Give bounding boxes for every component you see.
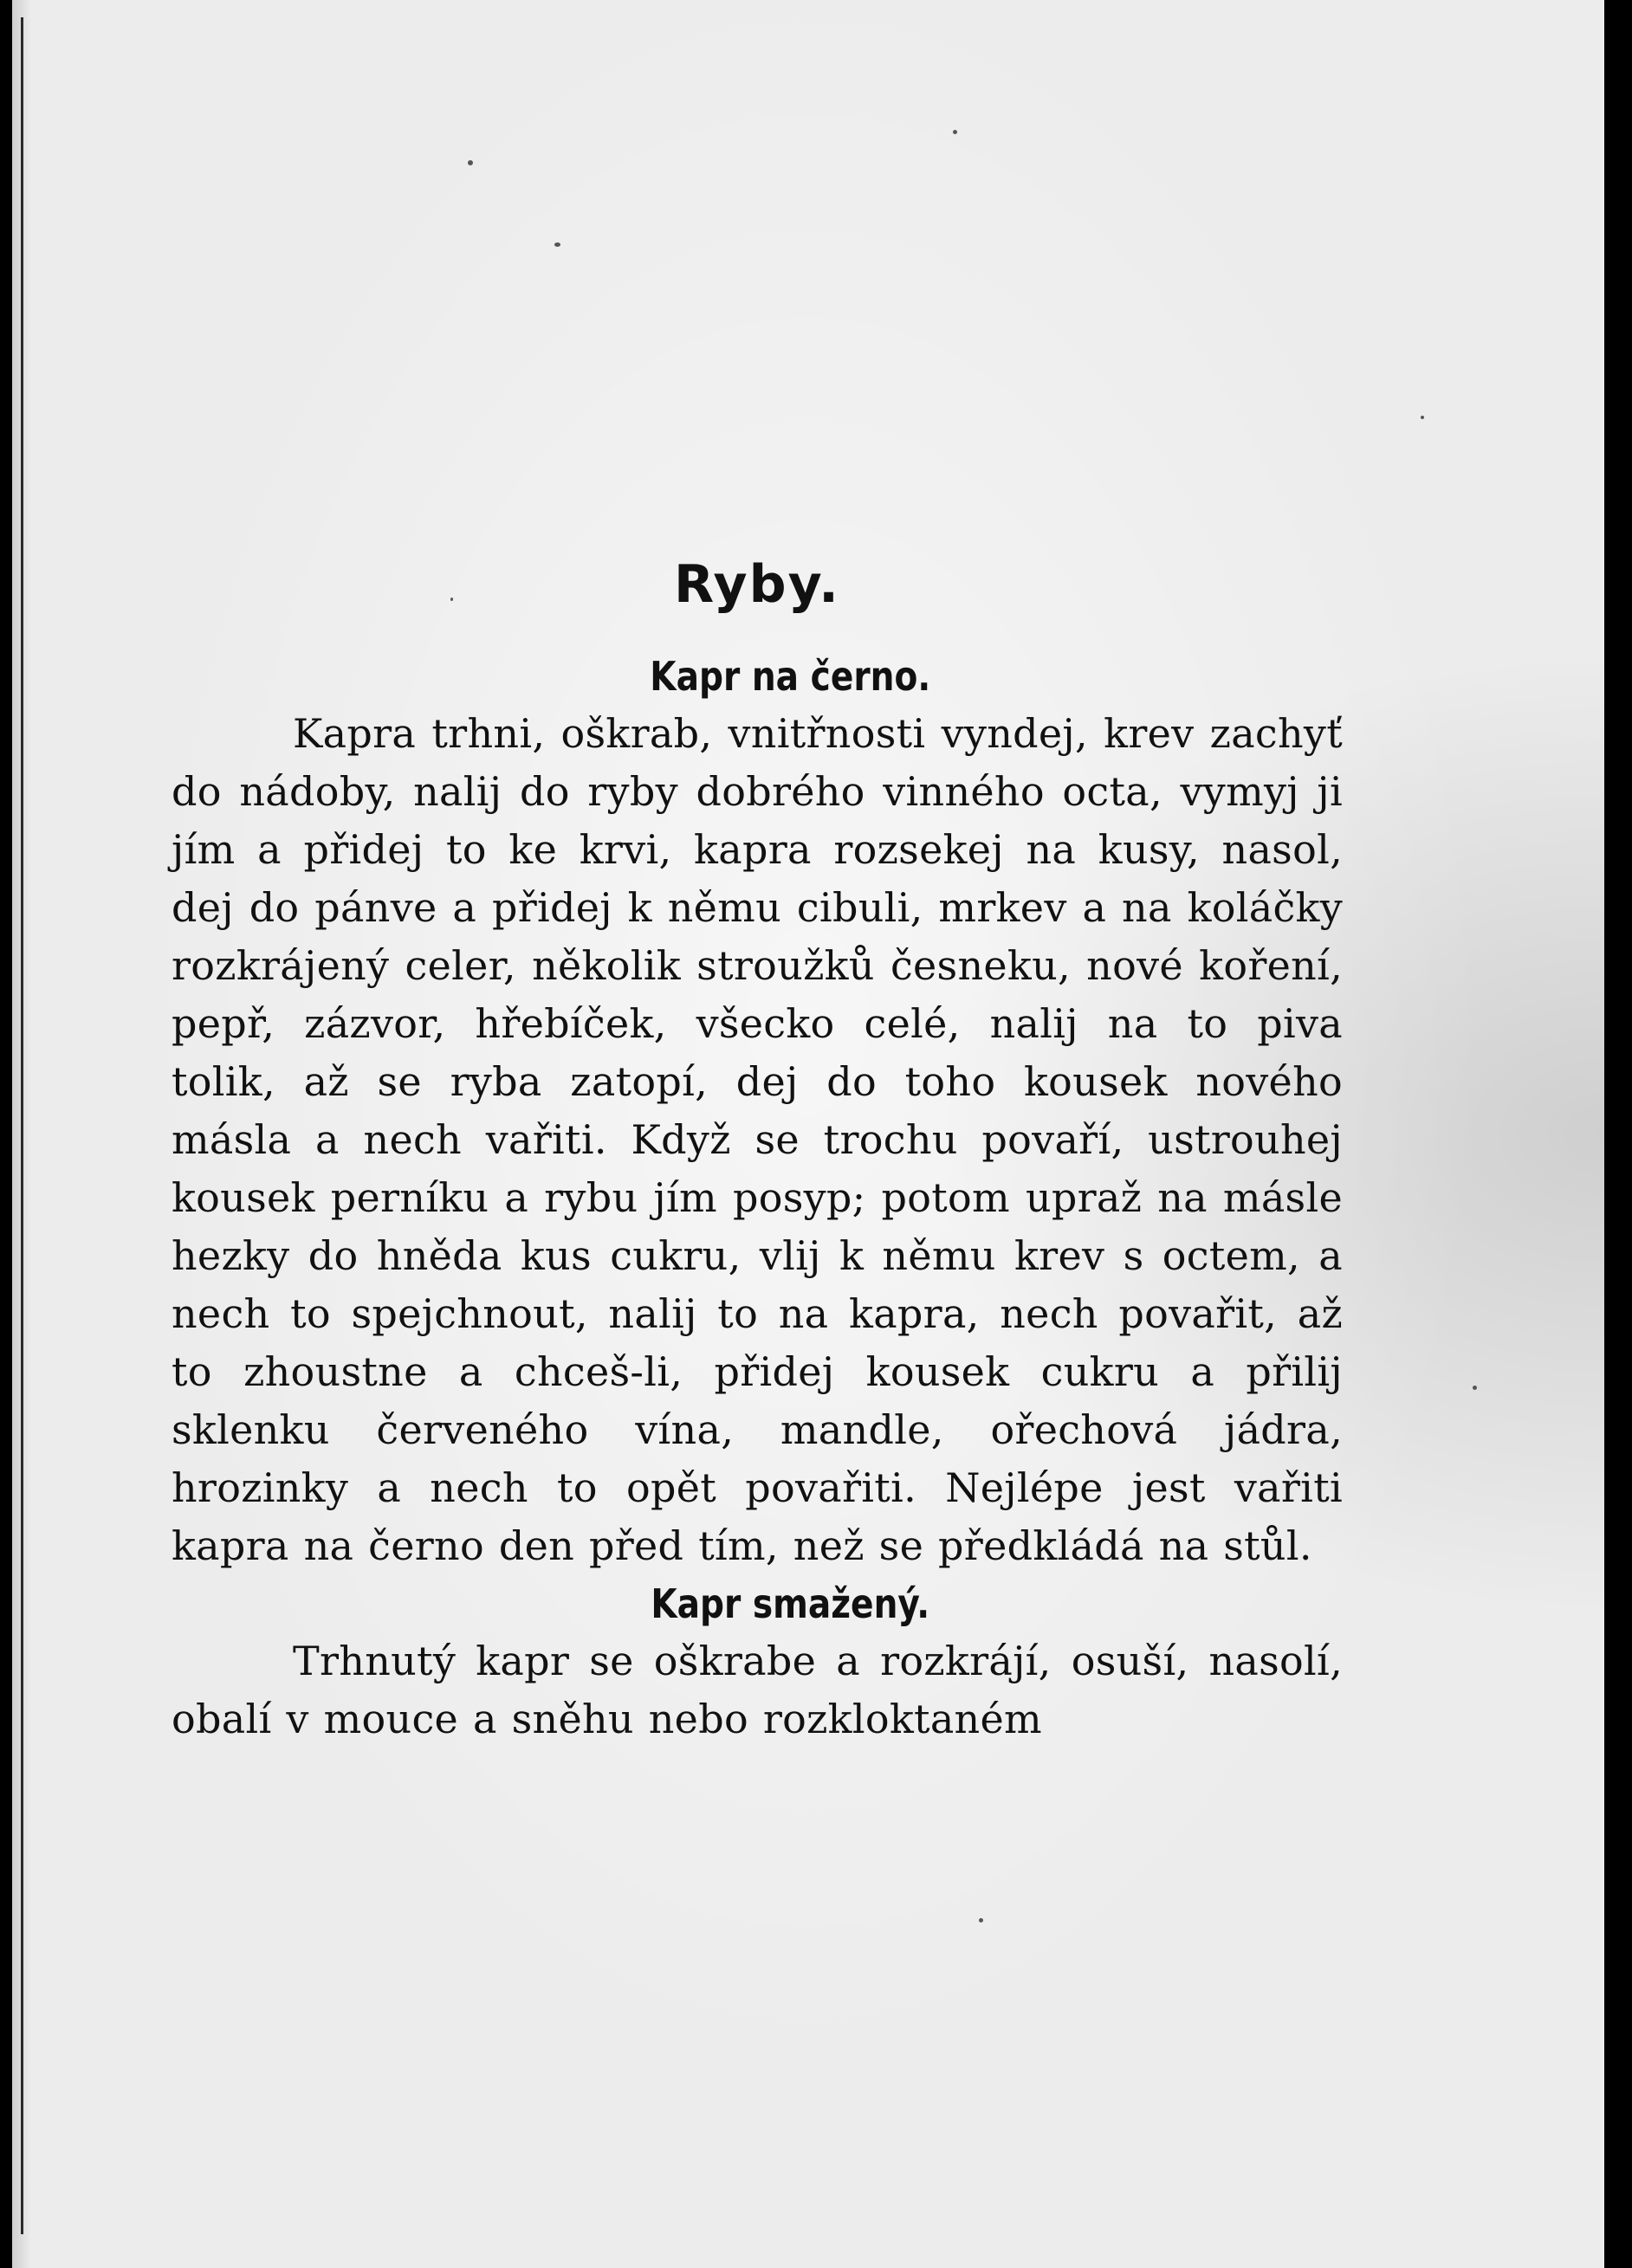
- scan-speck: [1473, 1386, 1477, 1390]
- scan-border: [1604, 0, 1632, 2268]
- scan-speck: [554, 242, 560, 247]
- recipe-heading-kapr-smazeny: Kapr smažený.: [651, 1580, 930, 1627]
- recipe-text-kapr-na-cerno: Kapra trhni, oškrab, vnitřnosti vyndej, krev zachyť do nádoby, nalij do ryby dobrého vinného octa, vymyj ji jím a přidej to ke krvi, kapra rozsekej na kusy, nasol, dej do pánve a přidej k němu cibuli, mrkev a na koláčky rozkrájený celer, několik stroužků česneku, nové koření, pepř, zázvor, hřebíček, všecko celé, nalij na to piva tolik, až se ryba zatopí, dej do toho kousek nového másla a nech vařiti. Když se trochu povaří, ustrouhej kousek perníku a rybu jím posyp; potom upraž na másle hezky do hněda kus cukru, vlij k němu krev s octem, a nech to spejchnout, nalij to na kapra, nech povařit, až to zhoustne a chceš-li, přidej kousek cukru a přilij sklenku červeného vína, mandle, ořechová jádra, hrozinky a nech to opět povařiti. Nejlépe jest vařiti kapra na černo den před tím, než se předkládá na stůl.: [172, 710, 1343, 1569]
- recipe-heading-kapr-na-cerno: Kapr na černo.: [650, 653, 931, 700]
- scan-speck: [979, 1918, 983, 1922]
- scan-speck: [468, 160, 473, 165]
- scan-speck: [953, 130, 957, 134]
- page-title: Ryby.: [674, 554, 840, 615]
- page-content: [172, 554, 1343, 1748]
- recipe-text-kapr-smazeny: Trhnutý kapr se oškrabe a rozkrájí, osuší, nasolí, obalí v mouce a sněhu nebo rozkloktaném: [172, 1638, 1343, 1742]
- binding-edge: [21, 17, 23, 2234]
- scan-speck: [1421, 416, 1424, 419]
